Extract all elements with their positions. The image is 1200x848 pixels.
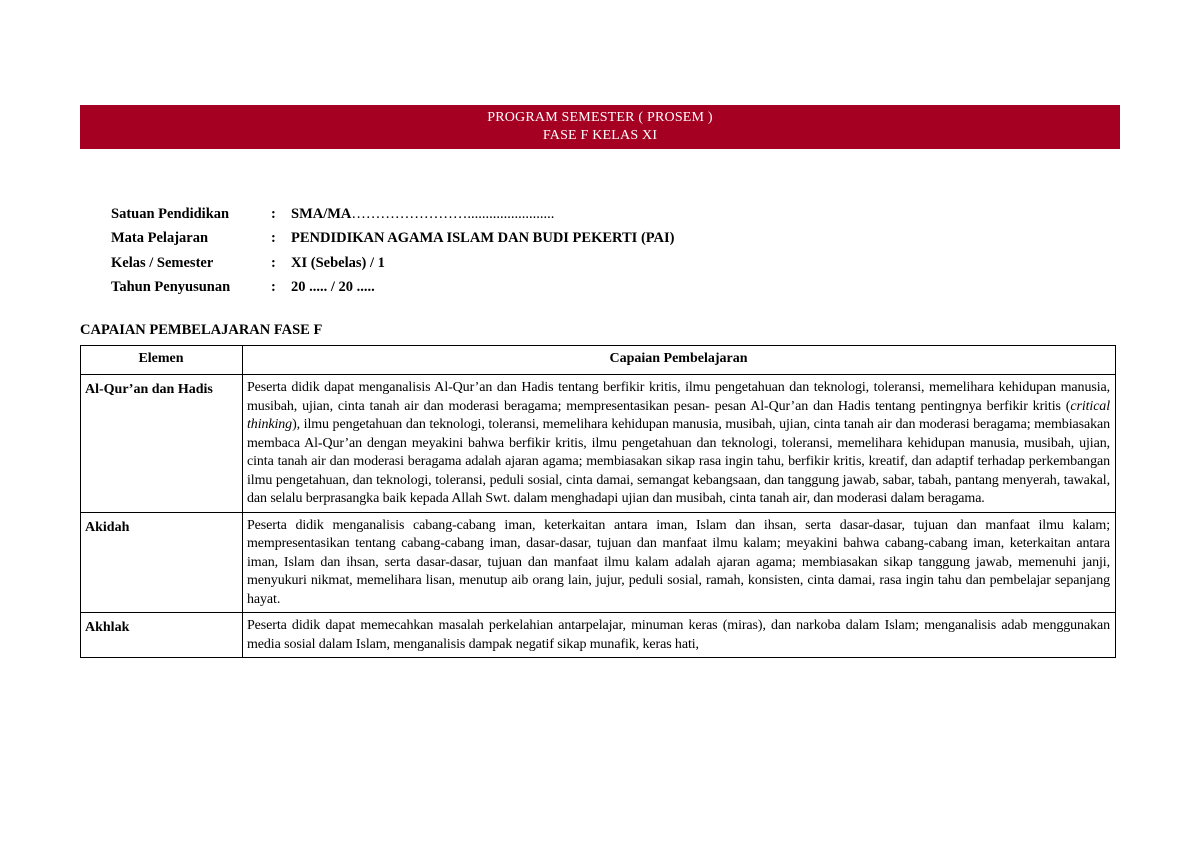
table-row xyxy=(81,375,1116,513)
elemen-cell: Al-Qur’an dan Hadis xyxy=(81,375,243,513)
capaian-italic-term: critical thinking xyxy=(247,398,1110,432)
header-capaian: Capaian Pembelajaran xyxy=(243,346,1116,375)
info-row-mapel xyxy=(111,227,675,252)
info-colon: : xyxy=(271,254,276,271)
info-colon: : xyxy=(271,279,276,296)
info-row-tahun xyxy=(111,276,675,301)
elemen-cell: Akidah xyxy=(81,512,243,613)
capaian-cell: Peserta didik dapat memecahkan masalah perkelahian antarpelajar, minuman keras (miras), dan narkoba dalam Islam; menganalisis adab menggunakan media sosial dalam Islam, menganalisis dampak negatif sikap munafik, keras hati, xyxy=(243,613,1116,658)
capaian-text: ), ilmu pengetahuan dan teknologi, toleransi, memelihara kehidupan manusia, musibah, ujian, cinta tanah air dan moderasi beragama; membiasakan membaca Al-Qur’an dengan meyakini bahwa berfikir kritis, ilmu pengetahuan dan teknologi, toleransi, memelihara kehidupan manusia, musibah, ujian, cinta tanah air dan moderasi beragama adalah ajaran agama; membiasakan sikap rasa ingin tahu, berfikir kritis, kreatif, dan adaptif terhadap perkembangan ilmu pengetahuan, dan teknologi, toleransi, peduli sosial, cinta damai, semangat kebangsaan, dan tanggung jawab, sabar, tabah, pantang menyerah, tawakal, dan selalu berprasangka baik kepada Allah Swt. dalam menghadapi ujian dan musibah, cinta tanah air, dan moderasi dalam beragama. xyxy=(247,417,1110,506)
title-line-2: FASE F KELAS XI xyxy=(542,128,658,143)
table-row xyxy=(81,512,1116,613)
section-title: CAPAIAN PEMBELAJARAN FASE F xyxy=(80,322,323,338)
table-header-row xyxy=(81,346,1116,375)
info-value: SMA/MA xyxy=(291,205,352,222)
elemen-cell: Akhlak xyxy=(81,613,243,658)
capaian-cell xyxy=(243,375,1116,513)
header-elemen: Elemen xyxy=(81,346,243,375)
title-banner xyxy=(80,105,1120,149)
identity-block xyxy=(111,202,675,300)
info-label: Tahun Penyusunan xyxy=(111,279,231,296)
info-value: PENDIDIKAN AGAMA ISLAM DAN BUDI PEKERTI (PAI) xyxy=(291,230,675,247)
info-row-satuan xyxy=(111,202,675,227)
info-value: 20 ..... / 20 ..... xyxy=(291,279,375,296)
info-colon: : xyxy=(271,230,276,247)
info-label: Mata Pelajaran xyxy=(111,230,209,247)
info-row-kelas xyxy=(111,251,675,276)
info-label: Satuan Pendidikan xyxy=(111,205,230,222)
info-dots: ……………………........................ xyxy=(351,205,555,222)
info-label: Kelas / Semester xyxy=(111,254,214,271)
capaian-table xyxy=(80,345,1116,658)
table-row xyxy=(81,613,1116,658)
capaian-text: Peserta didik dapat menganalisis Al-Qur’an dan Hadis tentang berfikir kritis, ilmu pengetahuan dan teknologi, toleransi, memelihara kehidupan manusia, musibah, ujian, cinta tanah air dan moderasi beragama; mempresentasikan pesan- pesan Al-Qur’an dan Hadis tentang pentingnya berfikir kritis ( xyxy=(247,380,1110,414)
info-value: XI (Sebelas) / 1 xyxy=(291,254,385,271)
info-colon: : xyxy=(271,205,276,222)
capaian-cell: Peserta didik menganalisis cabang-cabang iman, keterkaitan antara iman, Islam dan ihsan, serta dasar-dasar, tujuan dan manfaat ilmu kalam; mempresentasikan tentang cabang-cabang iman, dasar-dasar, tujuan dan manfaat ilmu kalam; meyakini bahwa cabang-cabang iman, keterkaitan antara iman, Islam dan ihsan, serta dasar-dasar, tujuan dan manfaat ilmu kalam adalah ajaran agama; membiasakan sikap tanggung jawab, memenuhi janji, menyukuri nikmat, memelihara lisan, menutup aib orang lain, jujur, peduli sosial, ramah, konsisten, cinta damai, rasa ingin tahu dan pembelajar sepanjang hayat. xyxy=(243,512,1116,613)
title-line-1: PROGRAM SEMESTER ( PROSEM ) xyxy=(487,110,713,125)
